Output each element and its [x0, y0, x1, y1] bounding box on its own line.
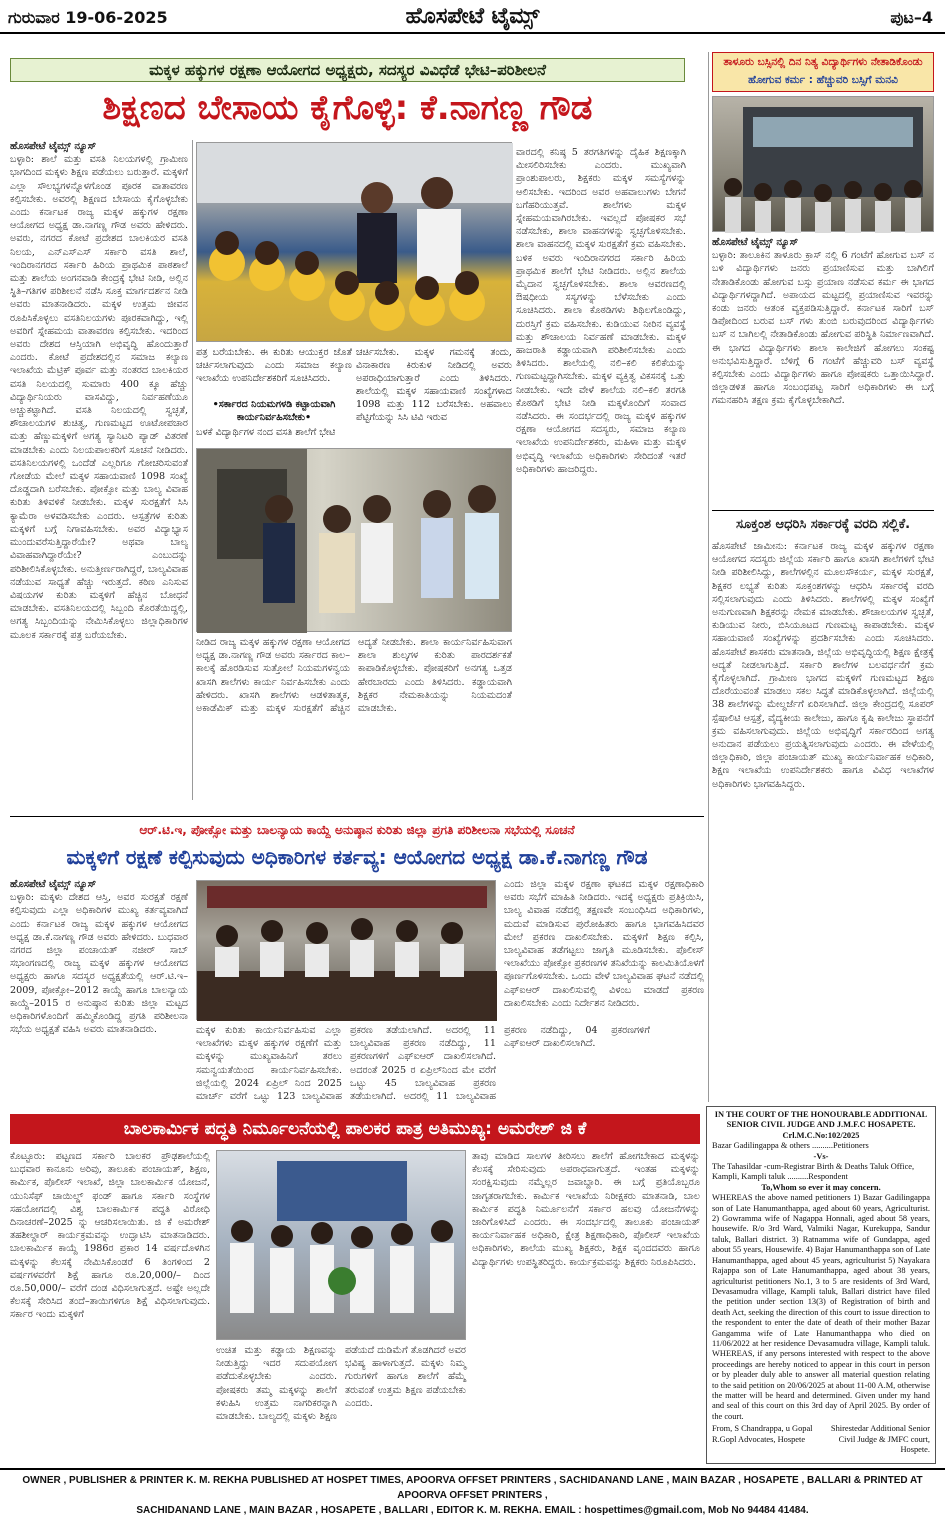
page-number: ಪುಟ–4 [890, 8, 933, 27]
legal-to-whom: To,Whom so ever it may concern. [761, 1182, 881, 1192]
story1-kicker-box [10, 58, 685, 82]
story3-body-1: ಕೊಟ್ಟೂರು: ಪಟ್ಟಣದ ಸರ್ಕಾರಿ ಬಾಲಕರ ಪ್ರೌಢಶಾಲೆಯಲ್ಲಿ ಬುಧವಾರ ಕಾನೂನು ಅರಿವು, ತಾಲೂಕು ಪಂಚಾಯತ್, ಶಿಕ್ಷಣ, ಕಾರ್ಮಿಕ, ಪೊಲೀಸ್ ಇಲಾಖೆ, ಜಿಲ್ಲಾ ಬಾಲಕಾರ್ಮಿಕ ಯೋಜನೆ, ಯುನಿಸೆಫ್ ಚಾಯಿಲ್ಡ್ ಫಂಡ್ ಹಾಗೂ ಸರ್ಕಾರಿ ಸಂಸ್ಥೆಗಳ ಸಹಯೋಗದಲ್ಲಿ ವಿಶ್ವ ಬಾಲಕಾರ್ಮಿಕ ಪದ್ಧತಿ ವಿರೋಧಿ ದಿನಾಚರಣೆ–2025 ನ್ನು ಆಚರಿಸಲಾಯಿತು. ಜಿ ಕೆ ಅಮರೇಶ್ ತಹಶೀಲ್ದಾರ್ ಕಾರ್ಯಕ್ರಮವನ್ನು ಉದ್ಘಾಟಿಸಿ ಮಾತನಾಡಿದರು. ಬಾಲಕಾರ್ಮಿಕ ಕಾಯ್ದೆ 1986ರ ಪ್ರಕಾರ 14 ವರ್ಷದೊಳಗಿನ ಮಕ್ಕಳನ್ನು ಕೆಲಸಕ್ಕೆ ನೇಮಿಸಿಕೊಂಡರೆ 6 ತಿಂಗಳಿಂದ 2 ವರ್ಷಗಳವರೆಗೆ ಶಿಕ್ಷೆ ಹಾಗೂ ರೂ.20,000/– ದಿಂದ ರೂ.50,000/– ವರೆಗೆ ದಂಡ ವಿಧಿಸಲಾಗುತ್ತದೆ. ಅಷ್ಟೇ ಅಲ್ಲದೇ ಕೆಲಸಕ್ಕೆ ಸೇರಿಸಿದ ತಂದೆ–ತಾಯಿಗಳಿಗೂ ಶಿಕ್ಷೆ ವಿಧಿಸಲಾಗುವುದು. ಸರ್ಕಾರ ಇಂದು ಮಕ್ಕಳಿಗೆ [10, 1151, 210, 1321]
legal-notice [706, 1106, 936, 1464]
story1-photo-caption: ಪತ್ರ ಬರೆಯಬೇಕು. ಈ ಕುರಿತು ಆಯುಕ್ತರ ಜೊತೆ ಚರ್ಚಿಸಲಾಗುವುದು ಎಂದು ಸಮಾಜ ಕಲ್ಯಾಣ ಇಲಾಖೆಯ ಉಪನಿರ್ದೇಶಕರಿಗೆ ಸೂಚಿಸಿದರು. [196, 347, 352, 384]
masthead [0, 0, 945, 34]
legal-court: IN THE COURT OF THE HONOURABLE ADDITIONAL SENIOR CIVIL JUDGE AND J.M.F.C HOSAPETE. [714, 1110, 928, 1130]
story1-photo-1 [196, 142, 512, 342]
story1-photo2-paragraph: ನೀಡಿದ ರಾಜ್ಯ ಮಕ್ಕಳ ಹಕ್ಕುಗಳ ರಕ್ಷಣಾ ಆಯೋಗದ ಅಧ್ಯಕ್ಷ ಡಾ.ನಾಗಣ್ಣ ಗೌಡ ಅವರು ಸರ್ಕಾರದ ಕಾಲ–ಕಾಲಕ್ಕೆ ಹೊರಡಿಸುವ ಸುತ್ತೋಲೆ ನಿಯಮಗಳನ್ವಯ ಖಾಸಗಿ ಶಾಲೆಗಳು ಕಾರ್ಯ ನಿರ್ವಹಿಸಬೇಕು ಎಂದು ಹೇಳಿದರು. ಖಾಸಗಿ ಶಾಲೆಗಳು ಆಡಳಿತಾತ್ಮಕ, ಅಕಾಡೆಮಿಕ್ ಮತ್ತು ಮಕ್ಕಳ ಸುರಕ್ಷತೆಗೆ ಹೆಚ್ಚಿನ ಆದ್ಯತೆ ನೀಡಬೇಕು. ಶಾಲಾ ಕಾರ್ಯನಿರ್ವಹಿಸುವಾಗ ಶಾಲಾ ಶುಲ್ಕಗಳ ಕುರಿತು ಪಾರದರ್ಶಕತೆ ಕಾಪಾಡಿಕೊಳ್ಳಬೇಕು. ಪೋಷಕರಿಗೆ ಅನಗತ್ಯ ಒತ್ತಡ ಹೇರಬಾರದು ಎಂದು ತಿಳಿಸಿದರು. ಕಡ್ಡಾಯವಾಗಿ ಶಿಕ್ಷಕರ ನೇಮಕಾತಿಯನ್ನು ನಿಯಮದಂತೆ ಮಾಡಬೇಕು. [196, 637, 512, 715]
story3-headline: ಬಾಲಕಾರ್ಮಿಕ ಪದ್ಧತಿ ನಿರ್ಮೂಲನೆಯಲ್ಲಿ ಪಾಲಕರ ಪಾತ್ರ ಅತಿಮುಖ್ಯ: ಅಮರೇಶ್ ಜಿ ಕೆ [123, 1119, 587, 1139]
story1-kicker: ಮಕ್ಕಳ ಹಕ್ಕುಗಳ ರಕ್ಷಣಾ ಆಯೋಗದ ಅಧ್ಯಕ್ಷರು, ಸದಸ್ಯರ ವಿವಿಧೆಡೆ ಭೇಟಿ–ಪರಿಶೀಲನೆ [149, 61, 546, 79]
story4-byline: ಹೊಸಪೇಟೆ ಟೈಮ್ಸ್ ನ್ಯೂಸ್ [712, 237, 799, 248]
story4-body: ಬಳ್ಳಾರಿ: ತಾಲೂಕಿನ ತಾಳೂರು ಕ್ರಾಸ್ ನಲ್ಲಿ 6 ಗಂಟೆಗೆ ಹೋಗುವ ಬಸ್ ನ ಬಳಿ ವಿದ್ಯಾರ್ಥಿಗಳು ಜನರು ಪ್ರಯಾಣಿಸುವ ಮತ್ತು ಬಾಗಿಲಿಗೆ ನೇತಾಡಿಕೊಂಡು ಹೋಗುವ ಬಸ್ಸು ಪ್ರಯಾಣ ನಡೆಸುವ ಕರ್ಮ ಈ ಭಾಗದ ವಿದ್ಯಾರ್ಥಿಗಳದ್ದಾಗಿದೆ. ಅಪಾಯದ ಮಟ್ಟದಲ್ಲಿ ಪ್ರಯಾಣಿಸುವ ಇವರನ್ನು ಕಂಡು ಜನರು ಆತಂಕ ವ್ಯಕ್ತಪಡಿಸುತ್ತಿದ್ದಾರೆ. ಕರ್ನಾಟಕ ಸಾರಿಗೆ ಬಸ್ ಡಿಪೋದಿಂದ ಬರುವ ಬಸ್ ಗಳು ತುಂಬಿ ಬರುವುದರಿಂದ ವಿದ್ಯಾರ್ಥಿಗಳು ಬಸ್ ನ ಬಾಗಿಲಲ್ಲಿ ನೇತಾಡಿಕೊಂಡು ಹೋಗುವ ಪರಿಸ್ಥಿತಿ ನಿರ್ಮಾಣವಾಗಿದೆ. ಈ ಭಾಗದ ವಿದ್ಯಾರ್ಥಿಗಳು ಶಾಲಾ ಕಾಲೇಜಿಗೆ ಹೋಗಲು ಸಂಕಷ್ಟ ಅನುಭವಿಸುತ್ತಿದ್ದಾರೆ. ಬೆಳಿಗ್ಗೆ 6 ಗಂಟೆಗೆ ಹೆಚ್ಚುವರಿ ಬಸ್ ವ್ಯವಸ್ಥೆ ಕಲ್ಪಿಸಬೇಕು ಎಂದು ವಿದ್ಯಾರ್ಥಿಗಳು ಹಾಗೂ ಪೋಷಕರು ಒತ್ತಾಯಿಸಿದ್ದಾರೆ. ಜಿಲ್ಲಾಡಳಿತ ಹಾಗೂ ಸಂಬಂಧಪಟ್ಟ ಸಾರಿಗೆ ಅಧಿಕಾರಿಗಳು ಈ ಬಗ್ಗೆ ಗಮನಹರಿಸಿ ತಕ್ಷಣ ಕ್ರಮ ಕೈಗೊಳ್ಳಬೇಕಾಗಿದೆ. [712, 250, 934, 407]
legal-body: WHEREAS the above named petitioners 1) Bazar Gadilingappa son of Late Hanumanthappa, aged about 60 years, Agriculturist. 2) Gowramma wife of Nagappa Honnali, aged about 58 years, housewife. R/o 3rd Ward, Valmiki Nagar, Kurekuppa, Sandur taluk, Ballari district. 3) Ratnamma wife of Gundappa, aged about 55 years, Housewife. 4) Bajar Hanumanthappa son of Late Hanumanthappa, aged about 45 years, agriculturist 5) Nayakara Rajappa son of Late Hanumanthappa, aged about 38 years, agriculturist petitioners No.1, 3 to 5 are residents of 3rd Ward, Devasamudra village, Kampli taluk, Ballari district have filed the petition under section 13(3) of Registration of birth and death Act, seeking the direction of this court to issue direction to the respondent to enter the date of death of their mother Bazar Gangamma wife of Late Hanumanthappa who died on 11/06/2022 at her residence Devasamudra village, Kampli taluk. WHEREAS, if any persons interested with respect to the above proceedings are hereby noticed to appear in this court in person or by pleader duly able to answer all material question relating to the said petition on 20/06/2025 at about 11-00 A.M, otherwise the matter will be heard and determined. Given under my hand and seal of this court on this 3rd day of April 2025. By order of the court. [712, 1193, 930, 1421]
story4-bus-photo [712, 96, 934, 232]
ceremony-photo [217, 1151, 467, 1341]
meeting-table-photo [197, 881, 497, 1021]
story1-body-1: ಬಳ್ಳಾರಿ: ಶಾಲೆ ಮತ್ತು ವಸತಿ ನಿಲಯಗಳಲ್ಲಿ ಗ್ರಾಮೀಣ ಭಾಗದಿಂದ ಮಕ್ಕಳು ಶಿಕ್ಷಣ ಪಡೆಯಲು ಬರುತ್ತಾರೆ. ಮಕ್ಕಳಿಗೆ ಎಲ್ಲಾ ಸೌಲಭ್ಯಗಳನ್ನೊಳಗೊಂಡ ಪೂರಕ ವಾತಾವರಣ ಕಲ್ಪಿಸಬೇಕು. ಅವರಲ್ಲಿ ಶಿಕ್ಷಣದ ಬೇಸಾಯ ಕೈಗೊಳ್ಳಬೇಕು ಎಂದು ಕರ್ನಾಟಕ ರಾಜ್ಯ ಮಕ್ಕಳ ಹಕ್ಕುಗಳ ರಕ್ಷಣಾ ಆಯೋಗದ ಅಧ್ಯಕ್ಷ ಡಾ.ನಾಗಣ್ಣ ಗೌಡ ಅವರು ಹೇಳಿದರು. ಅವರು, ನಗರದ ಕೋಟೆ ಪ್ರದೇಶದ ಬಾಲಕಿಯರ ವಸತಿ ನಿಲಯ, ಎನ್‌ಎಸ್‌ಎಸ್ ಸರ್ಕಾರಿ ವಸತಿ ಶಾಲೆ, ಇಂದಿರಾನಗರದ ಸರ್ಕಾರಿ ಹಿರಿಯ ಪ್ರಾಥಮಿಕ ಪಾಠಶಾಲೆ ಮತ್ತು ಶಾಲೆಯ ಅಂಗನವಾಡಿ ಕೇಂದ್ರಕ್ಕೆ ಭೇಟಿ ನೀಡಿ, ಅಲ್ಲಿನ ಸ್ಥಿತಿ–ಗತಿಗಳ ಪರಿಶೀಲನೆ ನಡೆಸಿ ಸೂಕ್ತ ಮಾರ್ಗದರ್ಶನ ನೀಡಿ ಅವರು ಮಾತನಾಡಿದರು. ಮಕ್ಕಳ ಉತ್ತಮ ಜೀವನ ರೂಪಿಸಿಕೊಳ್ಳಲು ವಸತಿನಿಲಯಗಳು ಪೂರಕವಾಗಿದ್ದು, ಇಲ್ಲಿ ಅವರಿಗೆ ಸ್ನೇಹಮಯ ವಾತಾವರಣ ಕಲ್ಪಿಸಬೇಕು. ಇದರಿಂದ ಅವರು ದೇಶದ ಆಸ್ತಿಯಾಗಿ ಅಭಿವೃದ್ಧಿ ಹೊಂದುತ್ತಾರೆ ಎಂದರು. ಕೋಟೆ ಪ್ರದೇಶದಲ್ಲಿನ ಸಮಾಜ ಕಲ್ಯಾಣ ಇಲಾಖೆಯ ಮೆಟ್ರಿಕ್ ಪೂರ್ವ ಮತ್ತು ನಂತರದ ಬಾಲಕಿಯರ ವಸತಿ ನಿಲಯದಲ್ಲಿ ಸುಮಾರು 400 ಕ್ಕೂ ಹೆಚ್ಚು ವಿದ್ಯಾರ್ಥಿನಿಯರು ವಾಸವಿದ್ದು, ನಿರ್ವಹಣೆಯೂ ಅಚ್ಚುಕಟ್ಟಾಗಿದೆ. ವಸತಿ ನಿಲಯದಲ್ಲಿ ಸ್ವಚ್ಛತೆ, ಶೌಚಾಲಯಗಳ ಶುಚಿತ್ವ, ಗುಣಮಟ್ಟದ ಊಟೋಪಚಾರ ಮತ್ತು ಹೆಣ್ಣುಮಕ್ಕಳಿಗೆ ಅಗತ್ಯ ಸ್ಯಾನಿಟರಿ ಪ್ಯಾಡ್ ವಿತರಣೆ ಮಾಡಬೇಕು ಎಂದು ನಿಲಯಪಾಲಕರಿಗೆ ಸೂಚನೆ ನೀಡಿದರು. ವಸತಿನಿಲಯಗಳಲ್ಲಿ ಒಂದೆಡೆ ಎಲ್ಲರಿಗೂ ಗೋಚರಿಸುವಂತೆ ಗೋಡೆಯ ಮೇಲೆ ಮಕ್ಕಳ ಸಹಾಯವಾಣಿ 1098 ಸಂಖ್ಯೆ ದೊಡ್ಡದಾಗಿ ಬರೆಸಬೇಕು. ಪೋಕ್ಸೋ ಮತ್ತು ಬಾಲ್ಯ ವಿವಾಹ ಕುರಿತು ತಿಳಿವಳಿಕೆ ನೀಡಬೇಕು. ಮಕ್ಕಳ ಸುರಕ್ಷತೆಗೆ ಸಿಸಿ ಕ್ಯಾಮೆರಾ ಅಳವಡಿಸಬೇಕು ಎಂದರು. ಆಸ್ಪತ್ರೆಗಳ ಕುರಿತು ಮಕ್ಕಳಿಗೆ ಬಗ್ಗೆ ನಿಗಾವಹಿಸಬೇಕು. ಅವರ ವಿದ್ಯಾಭ್ಯಾಸ ಮುಂದುವರೆಸುತ್ತಿದ್ದಾರೆಯೇ? ಅಥವಾ ಬಾಲ್ಯ ವಿವಾಹವಾಗಿದ್ದಾರೆಯೇ? ಎಂಬುದನ್ನು ಪರಿಶೀಲಿಸಿಕೊಳ್ಳಬೇಕು. ಅನುತ್ತೀರ್ಣರಾಗಿದ್ದರೆ, ಬಾಲ್ಯವಿವಾಹ ನಡೆಯುವ ಸಾಧ್ಯತೆ ಹೆಚ್ಚು ಇರುತ್ತದೆ. ಕಠಿಣ ಎನಿಸುವ ವಿಷಯಗಳ ಕುರಿತು ಮಕ್ಕಳಿಗೆ ಹೆಚ್ಚಿನ ಬೋಧನೆ ಮಾಡಬೇಕು. ವಸತಿನಿಲಯದಲ್ಲಿ ಸಿಬ್ಬಂದಿ ಕೊರತೆಯಿದ್ದಲ್ಲಿ, ಅಗತ್ಯ ಸಿಬ್ಬಂದಿಯನ್ನು ನೇಮಿಸಿಕೊಳ್ಳಲು ಜಿಲ್ಲಾಧಿಕಾರಿಗಳ ಮೂಲಕ ಸರ್ಕಾರಕ್ಕೆ ಪತ್ರ ಬರೆಯಬೇಕು. [10, 154, 188, 641]
story2-column-3 [504, 878, 704, 1110]
story4-headline-1: ತಾಳೂರು ಬಸ್ಸಿನಲ್ಲಿ ದಿನ ನಿತ್ಯ ವಿದ್ಯಾರ್ಥಿಗಳು ನೇತಾಡಿಕೊಂಡು [723, 56, 923, 68]
story1-caption-tail: ಬಳಕೆ ವಿದ್ಯಾರ್ಥಿಗಳ ನಂದ ವಸತಿ ಶಾಲೆಗೆ ಭೇಟಿ [196, 427, 336, 438]
story1-subhead: •ಸರ್ಕಾರದ ನಿಯಮಗಳಡಿ ಕಟ್ಟಾಯವಾಗಿ ಕಾರ್ಯನಿರ್ವಹಿಸಬೇಕು• [212, 399, 336, 423]
story4-text [712, 236, 934, 506]
story2-headline: ಮಕ್ಕಳಿಗೆ ರಕ್ಷಣೆ ಕಲ್ಪಿಸುವುದು ಅಧಿಕಾರಿಗಳ ಕರ್ತವ್ಯ: ಆಯೋಗದ ಅಧ್ಯಕ್ಷ ಡಾ.ಕೆ.ನಾಗಣ್ಣ ಗೌಡ [66, 845, 648, 869]
story2-kicker-box [10, 820, 704, 840]
story1-body-3: ವಾರದಲ್ಲಿ ಕನಿಷ್ಠ 5 ತರಗತಿಗಳನ್ನು ದೈಹಿಕ ಶಿಕ್ಷಣಕ್ಕಾಗಿ ಮೀಸಲಿರಿಸಬೇಕು ಎಂದರು. ಮುಖ್ಯವಾಗಿ ಪ್ರಾಂಶುಪಾಲರು, ಶಿಕ್ಷಕರು ಮಕ್ಕಳ ಸಮಸ್ಯೆಗಳನ್ನು ಆಲಿಸಬೇಕು. ಇದರಿಂದ ಅವರ ಅಹವಾಲುಗಳು ಬೇಗನೆ ಬಗೆಹರಿಯುತ್ತವೆ. ಶಾಲೆಗಳು ಮಕ್ಕಳ ಸ್ನೇಹಮಯವಾಗಿರಬೇಕು. ಇವಲ್ಲದೆ ಪೋಷಕರ ಸಭೆ ನಡೆಸಬೇಕು, ಶಾಲಾ ವಾಹನಗಳನ್ನು ಸ್ವಚ್ಛಗೊಳಿಸಬೇಕು. ಶಾಲಾ ವಾಹನದಲ್ಲಿ ಮಕ್ಕಳ ಸುರಕ್ಷತೆಗೆ ಕ್ರಮ ವಹಿಸಬೇಕು. ಬಳಿಕ ಅವರು ಇಂದಿರಾನಗರದ ಸರ್ಕಾರಿ ಹಿರಿಯ ಪ್ರಾಥಮಿಕ ಶಾಲೆಗೆ ಭೇಟಿ ನೀಡಿದರು. ಅಲ್ಲಿನ ಶಾಲೆಯ ಮೈದಾನ ಸ್ವಚ್ಛಗೊಳಿಸಬೇಕು. ಶಾಲಾ ಆವರಣದಲ್ಲಿ ಔಷಧೀಯ ಸಸ್ಯಗಳನ್ನು ಬೆಳೆಸಬೇಕು ಎಂದು ಸೂಚಿಸಿದರು. ಶಾಲಾ ಕೊಠಡಿಗಳು ಶಿಥಿಲಗೊಂಡಿದ್ದು, ದುರಸ್ತಿಗೆ ಕ್ರಮ ವಹಿಸಬೇಕು. ಕುಡಿಯುವ ನೀರಿನ ವ್ಯವಸ್ಥೆ ಮತ್ತು ಶೌಚಾಲಯ ನಿರ್ವಹಣೆ ಮಾಡಬೇಕು. ಮಕ್ಕಳ ಹಾಜರಾತಿ ಕಡ್ಡಾಯವಾಗಿ ಪರಿಶೀಲಿಸಬೇಕು ಎಂದು ತಿಳಿಸಿದರು. ಶಾಲೆಯಲ್ಲಿ ನಲಿ–ಕಲಿ ಕಲಿಕೆಯನ್ನು ಗುಣಮಟ್ಟದ್ದಾಗಿಸಬೇಕು. ಮಕ್ಕಳ ವ್ಯಕ್ತಿತ್ವ ವಿಕಸನಕ್ಕೆ ಒತ್ತು ನೀಡಬೇಕು. ಇದೇ ವೇಳೆ ಶಾಲೆಯ ನಲಿ–ಕಲಿ ತರಗತಿ ಕೊಠಡಿಗೆ ಭೇಟಿ ನೀಡಿ ಮಕ್ಕಳೊಂದಿಗೆ ಸಂವಾದ ನಡೆಸಿದರು. ಈ ಸಂದರ್ಭದಲ್ಲಿ ರಾಜ್ಯ ಮಕ್ಕಳ ಹಕ್ಕುಗಳ ರಕ್ಷಣಾ ಆಯೋಗದ ಸದಸ್ಯರು, ಸಮಾಜ ಕಲ್ಯಾಣ ಇಲಾಖೆಯ ಉಪನಿರ್ದೇಶಕರು, ಮಹಿಳಾ ಮತ್ತು ಮಕ್ಕಳ ಅಭಿವೃದ್ಧಿ ಇಲಾಖೆಯ ಅಧಿಕಾರಿಗಳು ಸೇರಿದಂತೆ ಇತರೆ ಅಧಿಕಾರಿಗಳು ಹಾಜರಿದ್ದರು. [516, 147, 686, 475]
legal-case-no: Crl.M.C.No:102/2025 [782, 1130, 860, 1140]
story4-headline-2: ಹೋಗುವ ಕರ್ಮ : ಹೆಚ್ಚುವರಿ ಬಸ್ಸಿಗೆ ಮನವಿ [748, 74, 898, 86]
legal-sign: Shirestedar Additional Senior Civil Judge & JMFC court, Hospete. [830, 1424, 930, 1454]
story1-column-1 [10, 140, 188, 800]
story3-photo-paragraph: ಉಚಿತ ಮತ್ತು ಕಡ್ಡಾಯ ಶಿಕ್ಷಣವನ್ನು ನೀಡುತ್ತಿದ್ದು ಇದರ ಸದುಪಯೋಗ ಪಡೆದುಕೊಳ್ಳಬೇಕು ಎಂದರು. ಪೋಷಕರು ತಮ್ಮ ಮಕ್ಕಳನ್ನು ಶಾಲೆಗೆ ಕಳುಹಿಸಿ ಉತ್ತಮ ನಾಗರಿಕರನ್ನಾಗಿ ಮಾಡಬೇಕು. ಬಾಲ್ಯದಲ್ಲಿ ಮಕ್ಕಳು ಶಿಕ್ಷಣ ಪಡೆಯದೆ ದುಡಿಮೆಗೆ ತೊಡಗಿದರೆ ಅವರ ಭವಿಷ್ಯ ಹಾಳಾಗುತ್ತದೆ. ಮಕ್ಕಳು ನಿಮ್ಮ ಗುರುಗಳಿಗೆ ಹಾಗೂ ಶಾಲೆಗೆ ಹೆಮ್ಮೆ ತರುವಂತೆ ಉತ್ತಮ ಶಿಕ್ಷಣ ಪಡೆಯಬೇಕು ಎಂದರು. [216, 1345, 466, 1423]
story2-photo-text [196, 1024, 650, 1108]
story2-column-1 [10, 878, 188, 1078]
story2-kicker: ಆರ್.ಟಿ.ಇ, ಪೋಕ್ಸೋ ಮತ್ತು ಬಾಲನ್ಯಾಯ ಕಾಯ್ದೆ ಅನುಷ್ಠಾನ ಕುರಿತು ಜಿಲ್ಲಾ ಪ್ರಗತಿ ಪರಿಶೀಲನಾ ಸಭೆಯಲ್ಲಿ ಸೂಚನೆ [139, 823, 575, 837]
story1-byline: ಹೊಸಪೇಟೆ ಟೈಮ್ಸ್ ನ್ಯೂಸ್ [10, 141, 97, 152]
story1-column-3 [516, 146, 686, 808]
legal-from: From, S Chandrappa, u Gopal R.Gopl Advocates, Hospete [712, 1424, 813, 1444]
story3-photo-text [216, 1344, 466, 1464]
story4-banner [712, 52, 934, 92]
story2-photo-paragraph: ಮಕ್ಕಳ ಕುರಿತು ಕಾರ್ಯನಿರ್ವಹಿಸುವ ಎಲ್ಲಾ ಇಲಾಖೆಗಳು ಮಕ್ಕಳ ಹಕ್ಕುಗಳ ರಕ್ಷಣೆಗೆ ಮತ್ತು ಮಕ್ಕಳನ್ನು ಮುಖ್ಯವಾಹಿನಿಗೆ ತರಲು ಸಮನ್ವಯತೆಯಿಂದ ಕಾರ್ಯನಿರ್ವಹಿಸಬೇಕು. ಜಿಲ್ಲೆಯಲ್ಲಿ 2024 ಏಪ್ರಿಲ್ ನಿಂದ 2025 ಮಾರ್ಚ್ ವರೆಗೆ ಒಟ್ಟು 123 ಬಾಲ್ಯವಿವಾಹ ಪ್ರಕರಣ ತಡೆಯಲಾಗಿದೆ. ಅದರಲ್ಲಿ 11 ಬಾಲ್ಯವಿವಾಹ ಪ್ರಕರಣ ನಡೆದಿದ್ದು, 11 ಪ್ರಕರಣಗಳಿಗೆ ಎಫ್‌ಐಆರ್ ದಾಖಲಿಸಲಾಗಿದೆ. ಅದರಂತೆ 2025 ರ ಏಪ್ರಿಲ್‌ನಿಂದ ಮೇ ವರೆಗೆ ಒಟ್ಟು 45 ಬಾಲ್ಯವಿವಾಹ ಪ್ರಕರಣ ತಡೆಯಲಾಗಿದೆ. ಅದರಲ್ಲಿ 11 ಬಾಲ್ಯವಿವಾಹ ಪ್ರಕರಣ ನಡೆದಿದ್ದು, 04 ಪ್ರಕರಣಗಳಿಗೆ ಎಫ್‌ಐಆರ್ ದಾಖಲಿಸಲಾಗಿದೆ. [196, 1025, 650, 1103]
paper-name: ಹೊಸಪೇಟೆ ಟೈಮ್ಸ್ [405, 4, 540, 29]
story3-photo [216, 1150, 466, 1340]
story1-photo-2 [196, 448, 512, 632]
story1-photo2-text [196, 636, 512, 806]
story3-column-3 [472, 1150, 700, 1464]
legal-vs: -Vs- [813, 1151, 829, 1161]
officials-visit-photo [197, 449, 513, 633]
story3-banner [10, 1114, 700, 1144]
legal-petitioners: Bazar Gadilingappa & others ..........Petitioners [712, 1141, 869, 1151]
story5-text [712, 540, 934, 1100]
story5-body: ಹೊಸಪೇಟೆ ಜಾಮೀನು: ಕರ್ನಾಟಕ ರಾಜ್ಯ ಮಕ್ಕಳ ಹಕ್ಕುಗಳ ರಕ್ಷಣಾ ಆಯೋಗದ ಸದಸ್ಯರು ಜಿಲ್ಲೆಯ ಸರ್ಕಾರಿ ಹಾಗೂ ಖಾಸಗಿ ಶಾಲೆಗಳಿಗೆ ಭೇಟಿ ನೀಡಿ ಪರಿಶೀಲಿಸಿದ್ದು, ಶಾಲೆಗಳಲ್ಲಿನ ಮೂಲಸೌಕರ್ಯ, ಮಕ್ಕಳ ಸುರಕ್ಷತೆ, ಶಿಕ್ಷಕರ ಲಭ್ಯತೆ ಕುರಿತು ಸೂಕ್ತಂಶಗಳನ್ನು ಆಧರಿಸಿ ಸರ್ಕಾರಕ್ಕೆ ವರದಿ ಸಲ್ಲಿಸಲಾಗುವುದು ಎಂದು ತಿಳಿಸಿದರು. ಶಾಲೆಗಳಲ್ಲಿ ಮಕ್ಕಳ ಸಂಖ್ಯೆಗೆ ಅನುಗುಣವಾಗಿ ಶಿಕ್ಷಕರನ್ನು ನೇಮಕ ಮಾಡಬೇಕು. ಶೌಚಾಲಯಗಳ ಸ್ವಚ್ಛತೆ, ಕುಡಿಯುವ ನೀರು, ಬಿಸಿಯೂಟದ ಗುಣಮಟ್ಟ ಕಾಪಾಡಬೇಕು. ಮಕ್ಕಳ ಸಹಾಯವಾಣಿ ಸಂಖ್ಯೆಗಳನ್ನು ಪ್ರದರ್ಶಿಸಬೇಕು ಎಂದು ಸೂಚಿಸಿದರು. ಹೊಸಪೇಟೆ ಶಾಸಕರು ಮಾತನಾಡಿ, ಜಿಲ್ಲೆಯ ಅಭಿವೃದ್ಧಿಯಲ್ಲಿ ಶಿಕ್ಷಣ ಕ್ಷೇತ್ರಕ್ಕೆ ಆದ್ಯತೆ ನೀಡಲಾಗುತ್ತಿದೆ. ಸರ್ಕಾರಿ ಶಾಲೆಗಳ ಬಲವರ್ಧನೆಗೆ ಕ್ರಮ ಕೈಗೊಳ್ಳಲಾಗಿದೆ. ಗ್ರಾಮೀಣ ಭಾಗದ ಮಕ್ಕಳಿಗೆ ಗುಣಮಟ್ಟದ ಶಿಕ್ಷಣ ದೊರೆಯುವಂತೆ ಮಾಡಲು ಸಕಲ ಸಿದ್ಧತೆ ಮಾಡಿಕೊಳ್ಳಲಾಗಿದೆ. ಜಿಲ್ಲೆಯಲ್ಲಿ 38 ಶಾಲೆಗಳನ್ನು ಮೇಲ್ದರ್ಜೆಗೆ ಏರಿಸಲಾಗಿದೆ. ಜಿಲ್ಲಾ ಕೇಂದ್ರದಲ್ಲಿ ಸೂಪರ್ ಸ್ಪೆಷಾಲಿಟಿ ಆಸ್ಪತ್ರೆ, ವೈದ್ಯಕೀಯ ಕಾಲೇಜು, ಹಾಗೂ ಕೃಷಿ ಕಾಲೇಜು ಸ್ಥಾಪನೆಗೆ ಕ್ರಮ ವಹಿಸಲಾಗುವುದು. ಜಿಲ್ಲೆಯ ಅಭಿವೃದ್ಧಿಗೆ ಸರ್ಕಾರದಿಂದ ಅಗತ್ಯ ಅನುದಾನ ಪಡೆಯಲು ಪ್ರಯತ್ನಿಸಲಾಗುವುದು ಎಂದರು. ಈ ವೇಳೆಯಲ್ಲಿ ಜಿಲ್ಲಾಧಿಕಾರಿ, ಜಿಲ್ಲಾ ಪಂಚಾಯತ್ ಮುಖ್ಯ ಕಾರ್ಯನಿರ್ವಾಹಕ ಅಧಿಕಾರಿ, ಶಿಕ್ಷಣ ಇಲಾಖೆಯ ಉಪನಿರ್ದೇಶಕರು ಹಾಗೂ ವಿವಿಧ ಇಲಾಖೆಗಳ ಅಧಿಕಾರಿಗಳು ಭಾಗವಹಿಸಿದ್ದರು. [712, 541, 934, 790]
children-group-photo [197, 143, 513, 343]
imprint-footer [0, 1468, 945, 1516]
story1-caption-col-b: ಚರ್ಚಿಸಬೇಕು. ಮಕ್ಕಳ ಗಮನಕ್ಕೆ ತಂದು, ವಿನಾಕಾರಣ ಕಿರುಕುಳ ನೀಡಿದಲ್ಲಿ ಅವರು ಅಪರಾಧಿಯಾಗುತ್ತಾರೆ ಎಂದು ತಿಳಿಸಿದರು. ಶಾಲೆಯಲ್ಲಿ ಮಕ್ಕಳ ಸಹಾಯವಾಣಿ ಸಂಖ್ಯೆಗಳಾದ 1098 ಮತ್ತು 112 ಬರೆಸಬೇಕು. ಅಹವಾಲು ಪೆಟ್ಟಿಗೆಯನ್ನು ಸಿಸಿ ಟಿವಿ ಇರುವ [356, 347, 512, 423]
bus-crowd-photo [713, 97, 935, 233]
story1-headline: ಶಿಕ್ಷಣದ ಬೇಸಾಯ ಕೈಗೊಳ್ಳಿ: ಕೆ.ನಾಗಣ್ಣ ಗೌಡ [102, 88, 593, 128]
legal-respondent: The Tahasildar -cum-Registrar Birth & Deaths Taluk Office, Kampli, Kampli taluk ..........Respondent [712, 1162, 915, 1182]
story2-body-1: ಬಳ್ಳಾರಿ: ಮಕ್ಕಳು ದೇಶದ ಆಸ್ತಿ, ಅವರ ಸುರಕ್ಷತೆ ರಕ್ಷಣೆ ಕಲ್ಪಿಸುವುದು ಎಲ್ಲಾ ಅಧಿಕಾರಿಗಳ ಮುಖ್ಯ ಕರ್ತವ್ಯವಾಗಿದೆ ಎಂದು ಕರ್ನಾಟಕ ರಾಜ್ಯ ಮಕ್ಕಳ ಹಕ್ಕುಗಳ ಆಯೋಗದ ಅಧ್ಯಕ್ಷ ಡಾ.ಕೆ.ನಾಗಣ್ಣ ಗೌಡ ಅವರು ಹೇಳಿದರು. ಬುಧವಾರ ನಗರದ ಜಿಲ್ಲಾ ಪಂಚಾಯತ್ ನಜೀರ್ ಸಾಬ್ ಸಭಾಂಗಣದಲ್ಲಿ ರಾಜ್ಯ ಮಕ್ಕಳ ಹಕ್ಕುಗಳ ಆಯೋಗದ ಅಧ್ಯಕ್ಷರು ಹಾಗೂ ಸದಸ್ಯರ ಅಧ್ಯಕ್ಷತೆಯಲ್ಲಿ ಆರ್.ಟಿ.ಇ–2009, ಪೋಕ್ಸೋ–2012 ಕಾಯ್ದೆ ಹಾಗೂ ಬಾಲನ್ಯಾಯ ಕಾಯ್ದೆ–2015 ರ ಅನುಷ್ಠಾನ ಕುರಿತು ಜಿಲ್ಲಾ ಮಟ್ಟದ ಅಧಿಕಾರಿಗಳೊಂದಿಗೆ ಹಮ್ಮಿಕೊಂಡಿದ್ದ ಪ್ರಗತಿ ಪರಿಶೀಲನಾ ಸಭೆಯ ಅಧ್ಯಕ್ಷತೆ ವಹಿಸಿ ಅವರು ಮಾತನಾಡಿದರು. [10, 892, 188, 1036]
imprint-line-2: SACHIDANAND LANE , MAIN BAZAR , HOSAPETE , BALLARI , EDITOR K. M. REKHA. EMAIL : hospettimes@gmail.com, Mob No 94484 41484. [136, 1505, 809, 1516]
story3-column-1 [10, 1150, 210, 1464]
imprint-line-1: OWNER , PUBLISHER & PRINTER K. M. REKHA PUBLISHED AT HOSPET TIMES, APOORVA OFFSET PRINTERS , SACHIDANAND LANE , MAIN BAZAR , HOSAPETE , BALLARI & PRINTED AT APOORVA OFFSET PRINTERS , [22, 1475, 923, 1501]
story5-headline: ಸೂಕ್ತಂಶ ಆಧರಿಸಿ ಸರ್ಕಾರಕ್ಕೆ ವರದಿ ಸಲ್ಲಿಕೆ. [735, 517, 911, 532]
story2-meeting-photo [196, 880, 496, 1020]
story2-byline: ಹೊಸಪೇಟೆ ಟೈಮ್ಸ್ ನ್ಯೂಸ್ [10, 879, 97, 890]
story2-body-3: ಎಂದು ಜಿಲ್ಲಾ ಮಕ್ಕಳ ರಕ್ಷಣಾ ಘಟಕದ ಮಕ್ಕಳ ರಕ್ಷಣಾಧಿಕಾರಿ ಅವರು ಸಭೆಗೆ ಮಾಹಿತಿ ನೀಡಿದರು. ಇದಕ್ಕೆ ಅಧ್ಯಕ್ಷರು ಪ್ರತಿಕ್ರಿಯಿಸಿ, ಬಾಲ್ಯ ವಿವಾಹ ನಡೆದಲ್ಲಿ ತಕ್ಷಣವೇ ಸಂಬಂಧಿಸಿದ ಅಧಿಕಾರಿಗಳು, ಮದುವೆ ಮಾಡಿಸುವ ಪುರೋಹಿತರು ಹಾಗೂ ಭಾಗವಹಿಸಿದವರ ಮೇಲೆ ಪ್ರಕರಣ ದಾಖಲಿಸಬೇಕು. ಮಕ್ಕಳಿಗೆ ಶಿಕ್ಷಣ ಕಲ್ಪಿಸಿ, ಬಾಲ್ಯವಿವಾಹ ತಡೆಗಟ್ಟಲು ಜಾಗೃತಿ ಮೂಡಿಸಬೇಕು. ಪೊಲೀಸ್ ಇಲಾಖೆಯು ಪೋಕ್ಸೋ ಪ್ರಕರಣಗಳ ತನಿಖೆಯನ್ನು ಕಾಲಮಿತಿಯೊಳಗೆ ಪೂರ್ಣಗೊಳಿಸಬೇಕು. ಒಂದು ವೇಳೆ ಬಾಲ್ಯವಿವಾಹ ಘಟನೆ ನಡೆದಲ್ಲಿ ಎಫ್‌ಐಆರ್ ದಾಖಲಿಸುವಲ್ಲಿ ವಿಳಂಬ ಮಾಡದೆ ಪ್ರಕರಣ ದಾಖಲಿಸಬೇಕು ಎಂದು ನಿರ್ದೇಶನ ನೀಡಿದರು. [504, 879, 704, 1009]
story3-body-3: ತಾವು ಮಾಡಿದ ಸಾಲಗಳ ತೀರಿಸಲು ಶಾಲೆಗೆ ಹೋಗಬೇಕಾದ ಮಕ್ಕಳನ್ನು ಕೆಲಸಕ್ಕೆ ಸೇರಿಸುವುದು ಅಪರಾಧವಾಗುತ್ತದೆ. ಇಂತಹ ಮಕ್ಕಳನ್ನು ಸಂರಕ್ಷಿಸುವುದು ನಮ್ಮೆಲ್ಲರ ಜವಾಬ್ದಾರಿ. ಈ ಬಗ್ಗೆ ಪ್ರತಿಯೊಬ್ಬರೂ ಜಾಗೃತರಾಗಬೇಕು. ಕಾರ್ಮಿಕ ಇಲಾಖೆಯ ನಿರೀಕ್ಷಕರು ಮಾತನಾಡಿ, ಬಾಲ ಕಾರ್ಮಿಕ ಪದ್ಧತಿ ನಿರ್ಮೂಲನೆಗೆ ಸರ್ಕಾರ ಹಲವು ಯೋಜನೆಗಳನ್ನು ಜಾರಿಗೊಳಿಸಿದೆ ಎಂದರು. ಈ ಸಂದರ್ಭದಲ್ಲಿ ತಾಲೂಕು ಪಂಚಾಯತ್ ಕಾರ್ಯನಿರ್ವಾಹಕ ಅಧಿಕಾರಿ, ಕ್ಷೇತ್ರ ಶಿಕ್ಷಣಾಧಿಕಾರಿ, ಪೊಲೀಸ್ ಇಲಾಖೆಯ ಅಧಿಕಾರಿಗಳು, ಶಾಲೆಯ ಮುಖ್ಯ ಶಿಕ್ಷಕರು, ಶಿಕ್ಷಕ ವೃಂದದವರು ಹಾಗೂ ವಿದ್ಯಾರ್ಥಿಗಳು ಉಪಸ್ಥಿತರಿದ್ದರು. ಕಾರ್ಯಕ್ರಮವನ್ನು ಶಿಕ್ಷಕರು ನಿರೂಪಿಸಿದರು. [472, 1151, 700, 1268]
issue-date: ಗುರುವಾರ 19-06-2025 [8, 8, 168, 27]
